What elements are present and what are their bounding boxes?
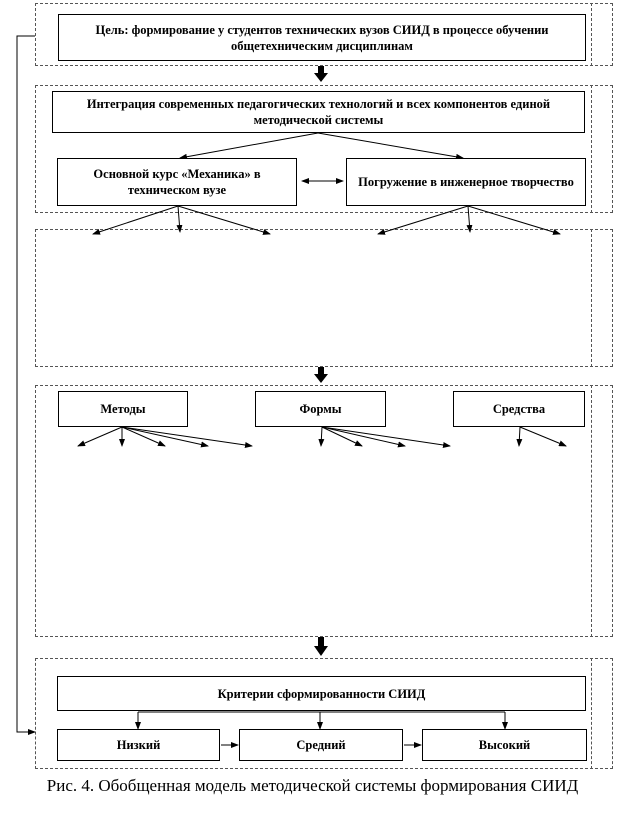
fan-methods-5 xyxy=(122,427,252,446)
fan-course-3 xyxy=(178,206,270,234)
criteria-box: Критерии сформированности СИИД xyxy=(57,676,586,711)
fan-immersion-1 xyxy=(378,206,468,234)
block-arrow-1 xyxy=(314,66,328,82)
fan-immersion-2 xyxy=(468,206,470,232)
fan-means-2 xyxy=(520,427,566,446)
level-low-box: Низкий xyxy=(57,729,220,761)
fan-course-1 xyxy=(93,206,178,234)
integration-box: Интеграция современных педагогических технологий и всех компонентов единой методической системы xyxy=(52,91,585,133)
fan-methods-1 xyxy=(78,427,122,446)
block-arrow-2 xyxy=(314,367,328,383)
fan-methods-4 xyxy=(122,427,208,446)
figure-caption: Рис. 4. Обобщенная модель методической системы формирования СИИД xyxy=(46,776,579,795)
forms-box: Формы xyxy=(255,391,386,427)
level-high-box: Высокий xyxy=(422,729,587,761)
arrow-integration-immersion xyxy=(318,133,463,158)
goal-box: Цель: формирование у студентов технических вузов СИИД в процессе обучении общетехническим дисциплинам xyxy=(58,14,586,61)
block-arrow-3 xyxy=(314,637,328,656)
fan-means-1 xyxy=(519,427,520,446)
level-medium-box: Средний xyxy=(239,729,403,761)
means-box: Средства xyxy=(453,391,585,427)
fan-forms-3 xyxy=(322,427,405,446)
feedback-line xyxy=(17,36,35,732)
arrow-integration-course xyxy=(180,133,318,158)
methods-box: Методы xyxy=(58,391,188,427)
fan-course-2 xyxy=(178,206,180,232)
course-box: Основной курс «Механика» в техническом вузе xyxy=(57,158,297,206)
fan-immersion-3 xyxy=(468,206,560,234)
fan-forms-1 xyxy=(321,427,322,446)
immersion-box: Погружение в инженерное творчество xyxy=(346,158,586,206)
